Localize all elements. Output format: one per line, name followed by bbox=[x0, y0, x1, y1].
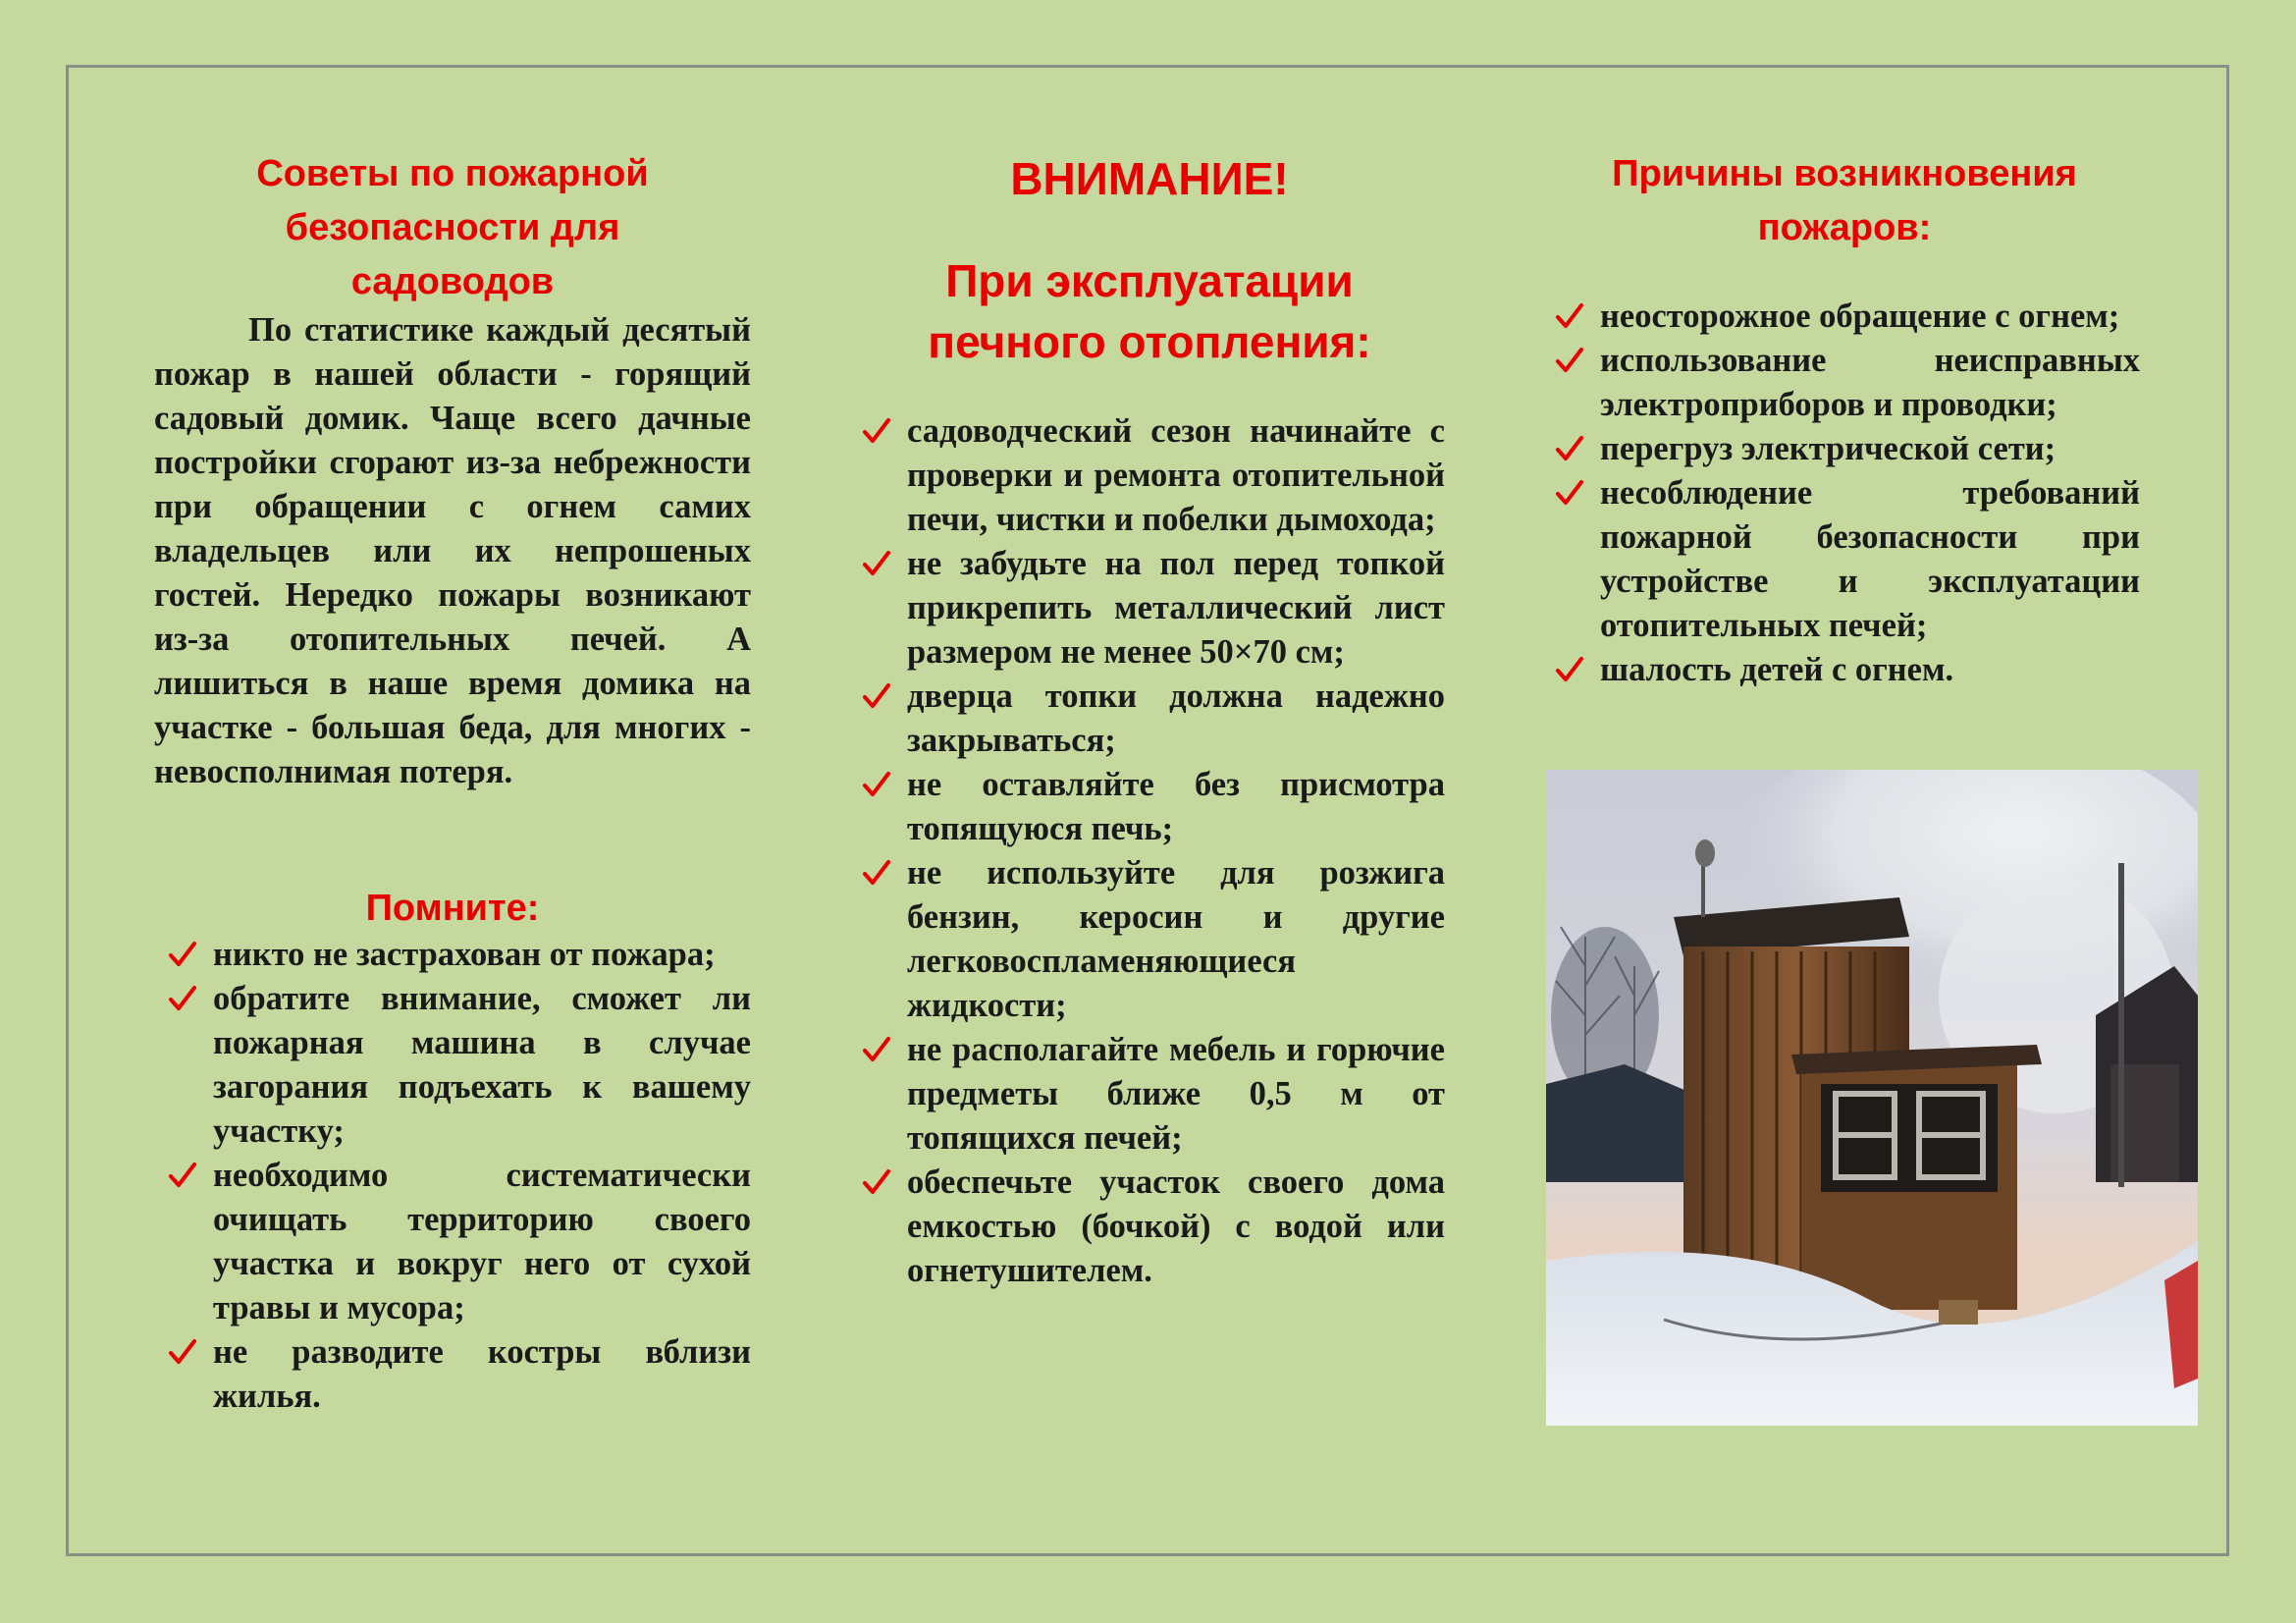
list-item: перегруз электрической сети; bbox=[1551, 427, 2140, 471]
checkmark-icon bbox=[1551, 295, 1590, 339]
remember-list bbox=[164, 933, 751, 1419]
left-title-line-2: безопасности для bbox=[285, 207, 620, 248]
list-item: садоводческий сезон начинайте с проверки и ремонта отопительной печи, чистки и побелки дымохода; bbox=[858, 409, 1445, 542]
checkmark-icon bbox=[858, 409, 897, 454]
left-title-line-1: Советы по пожарной bbox=[256, 153, 649, 194]
list-item: обеспечьте участок своего дома емкостью (бочкой) с водой или огнетушителем. bbox=[858, 1161, 1445, 1293]
checkmark-icon bbox=[1551, 648, 1590, 692]
list-item: использование неисправных электроприборов и проводки; bbox=[1551, 339, 2140, 427]
list-item: неосторожное обращение с огнем; bbox=[1551, 295, 2140, 339]
list-item: не разводите костры вблизи жилья. bbox=[164, 1330, 751, 1419]
checkmark-icon bbox=[858, 763, 897, 807]
list-item: обратите внимание, сможет ли пожарная машина в случае загорания подъехать к вашему участку; bbox=[164, 977, 751, 1154]
checkmark-icon bbox=[858, 675, 897, 719]
list-item: шалость детей с огнем. bbox=[1551, 648, 2140, 692]
list-item: никто не застрахован от пожара; bbox=[164, 933, 751, 977]
list-item: не оставляйте без присмотра топящуюся печь; bbox=[858, 763, 1445, 851]
stove-subtitle-line-1: При эксплуатации bbox=[945, 255, 1354, 306]
list-item: дверца топки должна надежно закрываться; bbox=[858, 675, 1445, 763]
checkmark-icon bbox=[164, 977, 203, 1021]
stove-subtitle-line-2: печного отопления: bbox=[928, 316, 1371, 367]
checkmark-icon bbox=[164, 1330, 203, 1375]
checkmark-icon bbox=[1551, 427, 1590, 471]
checkmark-icon bbox=[1551, 339, 1590, 383]
checkmark-icon bbox=[858, 542, 897, 586]
attention-title: ВНИМАНИЕ! bbox=[1010, 153, 1289, 204]
remember-title: Помните: bbox=[365, 888, 540, 929]
burned-house-photo bbox=[1546, 770, 2198, 1426]
causes-title-line-2: пожаров: bbox=[1757, 207, 1932, 248]
checkmark-icon bbox=[164, 1154, 203, 1198]
left-title-line-3: садоводов bbox=[350, 261, 555, 302]
list-item: не располагайте мебель и горючие предметы ближе 0,5 м от топящихся печей; bbox=[858, 1028, 1445, 1161]
checkmark-icon bbox=[858, 1028, 897, 1072]
checkmark-icon bbox=[164, 933, 203, 977]
list-item: не забудьте на пол перед топкой прикрепить металлический лист размером не менее 50×70 см; bbox=[858, 542, 1445, 675]
checkmark-icon bbox=[858, 1161, 897, 1205]
checkmark-icon bbox=[858, 851, 897, 895]
causes-list bbox=[1551, 295, 2140, 692]
list-item: необходимо систематически очищать территорию своего участка и вокруг него от сухой травы и мусора; bbox=[164, 1154, 751, 1330]
stove-rules-list bbox=[858, 409, 1445, 1293]
causes-title-line-1: Причины возникновения bbox=[1612, 153, 2077, 194]
checkmark-icon bbox=[1551, 471, 1590, 515]
statistics-paragraph: По статистике каждый десятый пожар в нашей области - горящий садовый домик. Чаще всего дачные постройки сгорают из-за небрежности при обращении с огнем самих владельцев или их непрошеных гостей. Нередко пожары возникают из-за отопительных печей. А лишиться в наше время домика на участке - большая беда, для многих - невосполнимая потеря. bbox=[154, 311, 751, 790]
list-item: несоблюдение требований пожарной безопасности при устройстве и эксплуатации отопительных печей; bbox=[1551, 471, 2140, 648]
list-item: не используйте для розжига бензин, керосин и другие легковоспламеняющиеся жидкости; bbox=[858, 851, 1445, 1028]
